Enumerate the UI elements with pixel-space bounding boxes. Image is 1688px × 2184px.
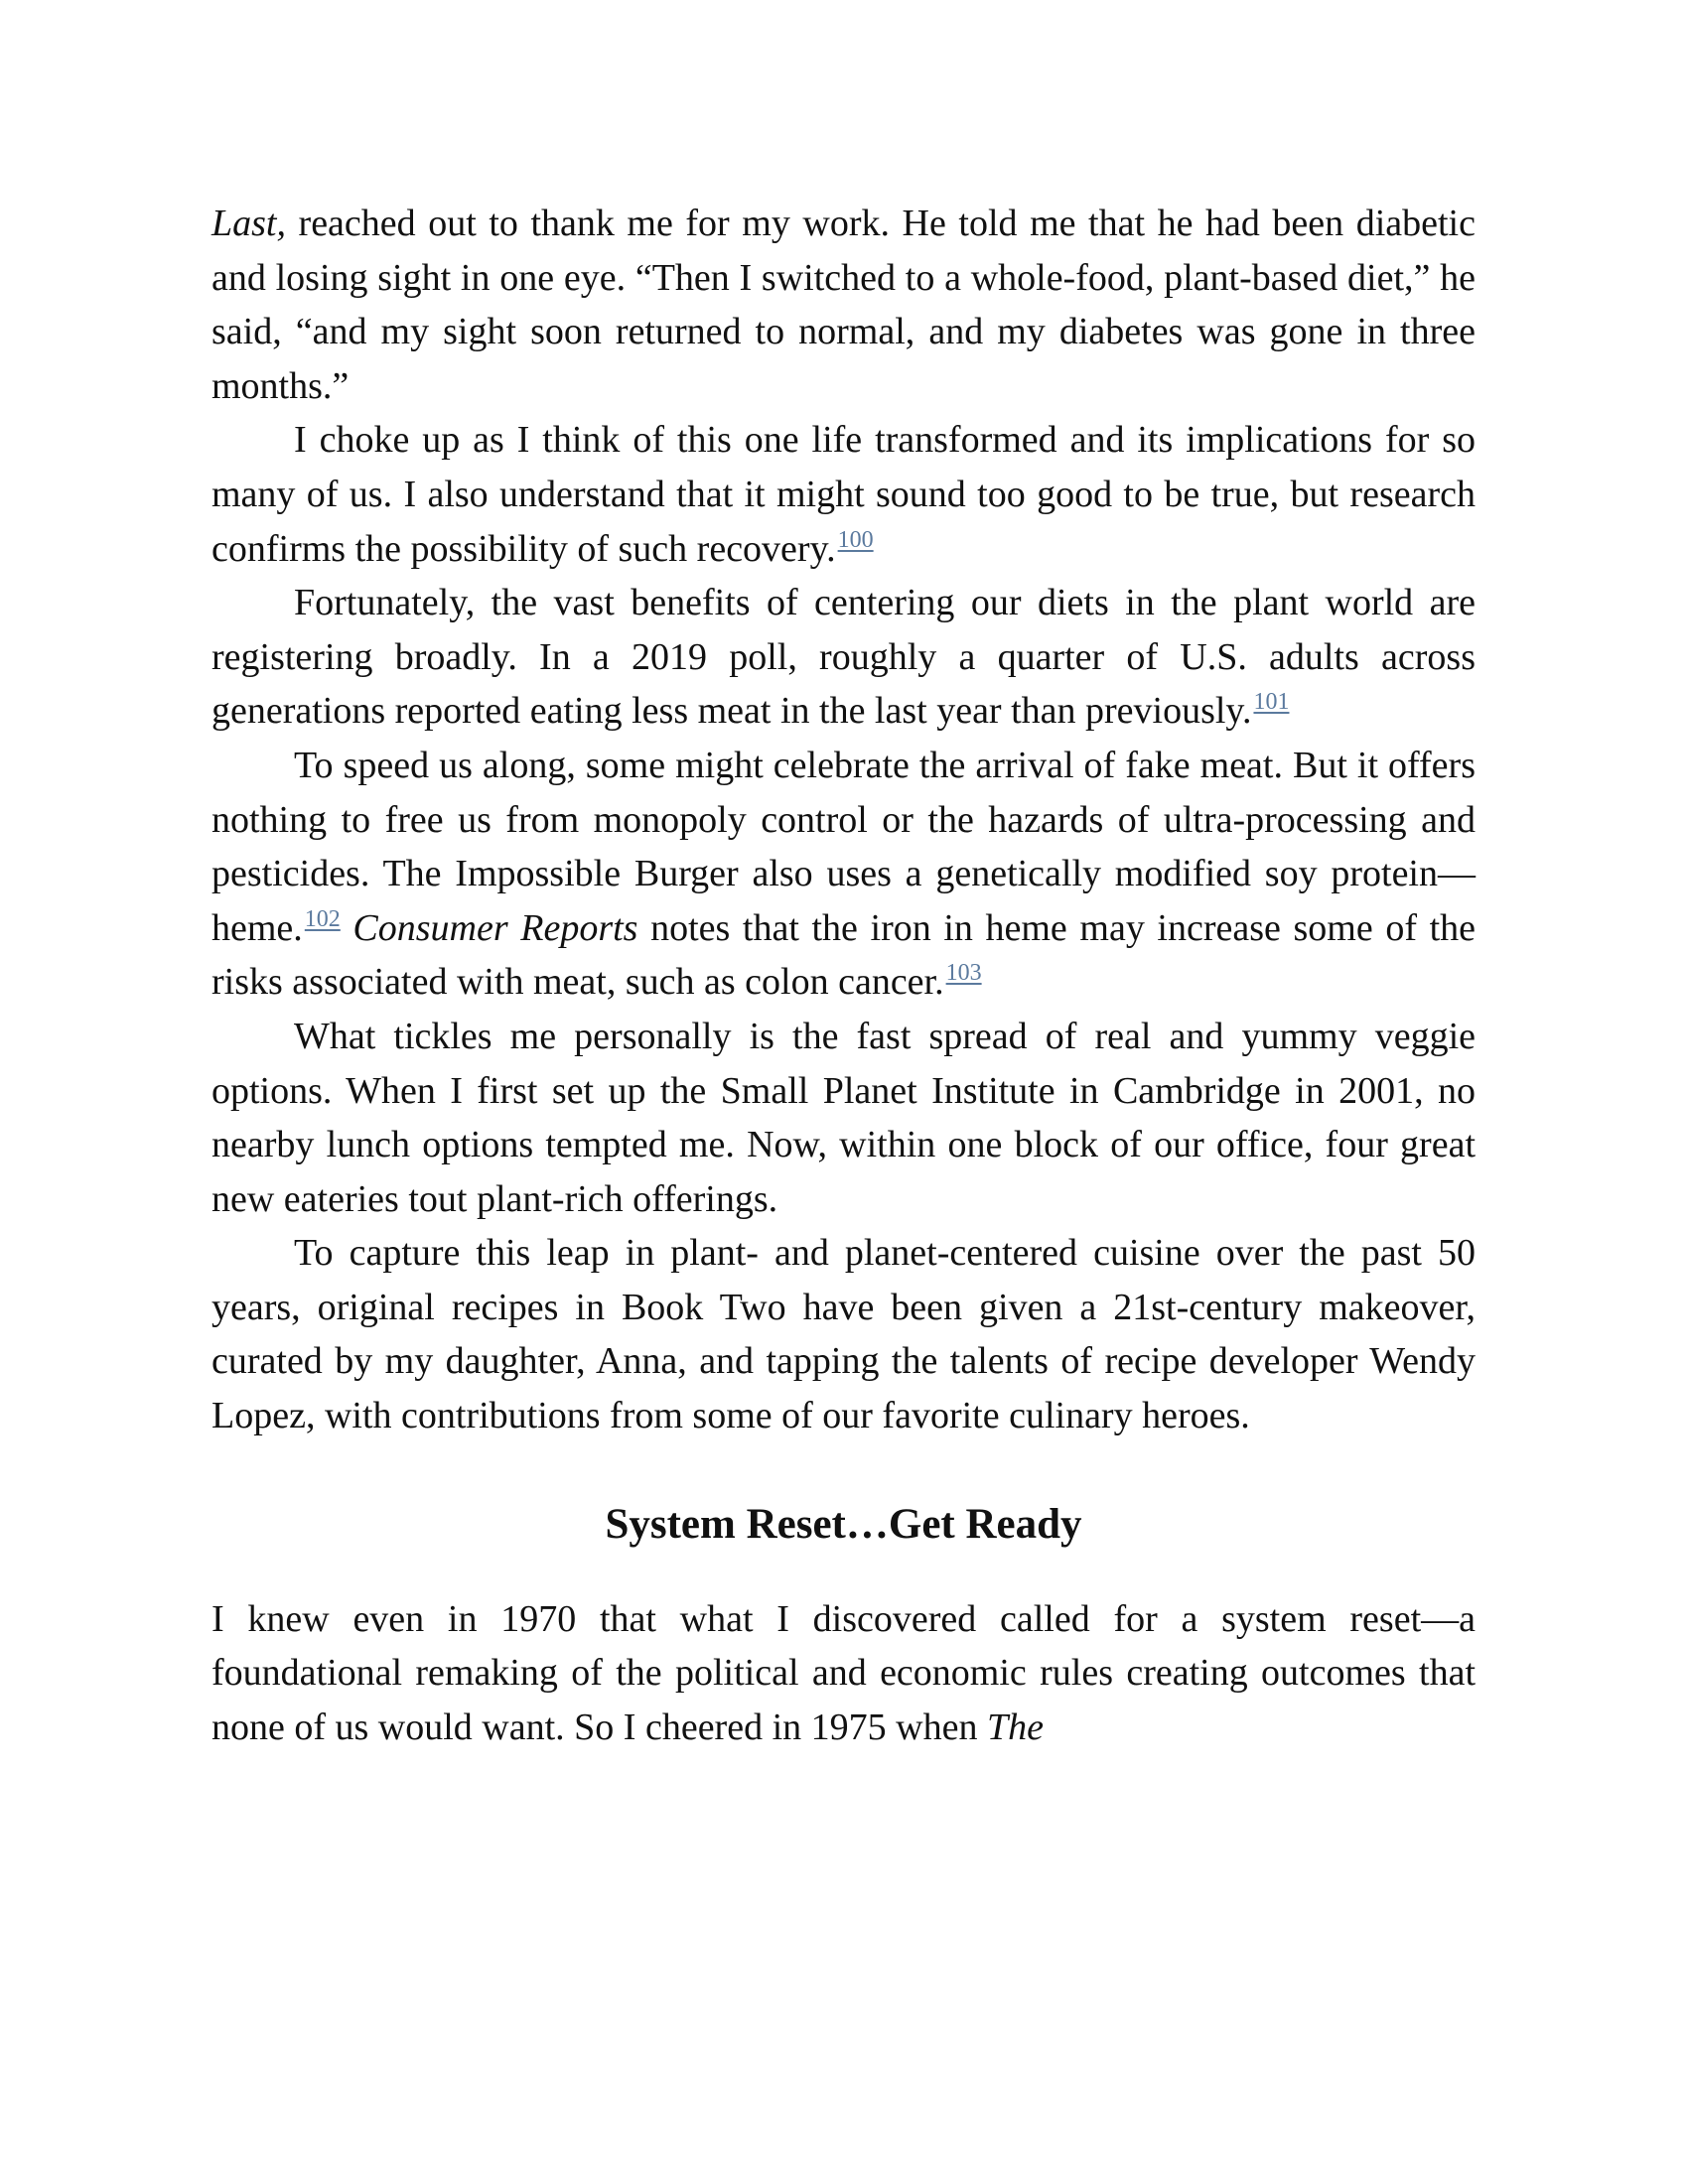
paragraph-text: What tickles me personally is the fast spread of real and yummy veggie options. When I first set up the Small Planet Institute in Cambridge in 2001, no nearby lunch options tempted me. Now, within one block of our office, four great new eateries tout plant-rich offerings. (211, 1015, 1476, 1220)
paragraph-text: notes that the iron in heme may increase some of the risks associated with meat, such as colon cancer. (211, 906, 1477, 1004)
paragraph-text: Fortunately, the vast benefits of centering our diets in the plant world are registering broadly. In a 2019 poll, roughly a quarter of U.S. adults across generations reported eating less meat in the last year than previously. (211, 582, 1476, 733)
italic-trailing: The (986, 1706, 1044, 1748)
paragraph-4 (211, 739, 1476, 1010)
footnote-link-103[interactable]: 103 (945, 960, 982, 987)
footnote-link-101[interactable]: 101 (1253, 689, 1290, 716)
paragraph-3 (211, 576, 1476, 739)
page-body (211, 197, 1476, 1754)
paragraph-2 (211, 413, 1476, 576)
paragraph-5 (211, 1010, 1476, 1226)
paragraph-1 (211, 197, 1476, 413)
paragraph-6 (211, 1226, 1476, 1442)
paragraph-text: I choke up as I think of this one life transformed and its implications for so many of us. I also understand that it might sound too good to be true, but research confirms the possibility of such recovery. (211, 419, 1476, 570)
footnote-link-102[interactable]: 102 (304, 905, 341, 932)
paragraph-text: To speed us along, some might celebrate the arrival of fake meat. But it offers nothing to free us from monopoly control or the hazards of ultra-processing and pesticides. The Impossible Burger also uses a genetically modified soy protein—heme. (211, 744, 1476, 949)
paragraph-text: I knew even in 1970 that what I discovered called for a system reset—a foundational remaking of the political and economic rules creating outcomes that none of us would want. So I cheered in 1975 when (211, 1597, 1476, 1748)
italic-title: Consumer Reports (352, 906, 638, 949)
paragraph-text: reached out to thank me for my work. He told me that he had been diabetic and losing sight in one eye. “Then I switched to a whole-food, plant-based diet,” he said, “and my sight soon returned to normal, and my diabetes was gone in three months.” (211, 203, 1476, 407)
footnote-link-100[interactable]: 100 (837, 526, 874, 553)
section-paragraph (211, 1592, 1476, 1755)
paragraph-text: To capture this leap in plant- and planet-centered cuisine over the past 50 years, original recipes in Book Two have been given a 21st-century makeover, curated by my daughter, Anna, and tapping the talents of recipe developer Wendy Lopez, with contributions from some of our favorite culinary heroes. (211, 1232, 1476, 1437)
section-heading: System Reset…Get Ready (605, 1500, 1082, 1548)
italic-lead: Last, (211, 203, 286, 244)
